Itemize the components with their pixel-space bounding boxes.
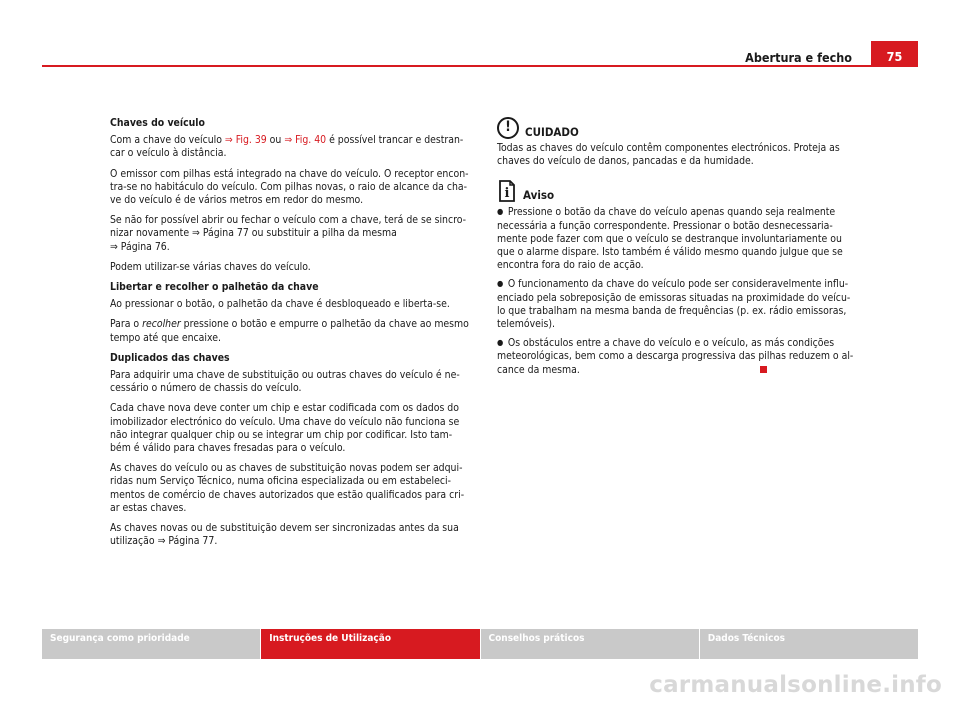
footer-tab[interactable]: Instruções de Utilização [261, 629, 479, 659]
text-line: não integrar qualquer chip ou se integrar um chip por codificar. Isto tam- [110, 428, 453, 441]
paragraph [110, 369, 470, 395]
text-line: nizar novamente ⇒ Página 77 ou substituir a pilha da mesma [110, 227, 397, 240]
text-line: enciado pela sobreposição de emissoras situadas na proximidade do veícu- [497, 291, 851, 304]
notice-list [497, 205, 863, 376]
bullet-icon: ● [497, 207, 508, 217]
text-run: car o veículo à distância. [110, 147, 227, 160]
info-icon [497, 180, 517, 202]
text-run: recolher [142, 318, 181, 331]
caution-box [497, 117, 863, 168]
info-glyph: i [504, 186, 510, 202]
page-number: 75 [871, 41, 918, 67]
left-column [110, 117, 470, 555]
text-line: O funcionamento da chave do veículo pode ser consideravelmente influ- [507, 278, 849, 291]
text-line: O emissor com pilhas está integrado na chave do veículo. O receptor encon- [110, 167, 469, 180]
text-line: As chaves do veículo ou as chaves de substituição novas podem ser adqui- [110, 462, 463, 475]
text-line: cessário o número de chassis do veículo. [110, 382, 302, 395]
text-line: ve do veículo é de vários metros em redor do mesmo. [110, 194, 364, 207]
text-line: Para adquirir uma chave de substituição ou outras chaves do veículo é ne- [110, 369, 460, 382]
text-line: lo que trabalham na mesma banda de frequências (p. ex. rádio emissoras, [497, 304, 847, 317]
section-title: Abertura e fecho [745, 50, 852, 65]
footer-tab[interactable]: Dados Técnicos [700, 629, 918, 659]
caution-title: CUIDADO [525, 125, 579, 139]
text-line: mentos de comércio de chaves autorizados que estão qualificados para cri- [110, 488, 465, 501]
text-line: utilização ⇒ Página 77. [110, 535, 218, 548]
text-line: Todas as chaves do veículo contêm componentes electrónicos. Proteja as [497, 142, 840, 154]
section-heading: Libertar e recolher o palhetão da chave [110, 281, 319, 294]
notice-box [497, 180, 863, 376]
text-line: As chaves novas ou de substituição devem ser sincronizadas antes da sua [110, 522, 459, 535]
text-line: bém é válido para chaves fresadas para o veículo. [110, 442, 346, 455]
text-run: tempo até que encaixe. [110, 331, 221, 344]
paragraph [110, 318, 470, 344]
text-run: ou [266, 134, 285, 147]
notice-bullet [497, 205, 863, 272]
section-heading: Chaves do veículo [110, 117, 205, 129]
paragraph [110, 298, 470, 311]
text-line: telemóveis). [497, 318, 555, 331]
text-line: tra-se no habitáculo do veículo. Com pilhas novas, o raio de alcance da cha- [110, 180, 468, 193]
bullet-icon: ● [497, 338, 508, 348]
figure-link[interactable]: ⇒ Fig. 40 [284, 134, 327, 147]
right-column [497, 117, 863, 382]
text-run: Para o [110, 318, 143, 331]
section-heading: Duplicados das chaves [110, 351, 230, 364]
text-line: Pressione o botão da chave do veículo apenas quando seja realmente [507, 206, 836, 219]
paragraph [110, 214, 470, 254]
text-line: necessária a função correspondente. Pressionar o botão desnecessaria- [497, 219, 833, 232]
paragraph [110, 522, 470, 548]
text-line: imobilizador electrónico do veículo. Uma chave do veículo não funciona se [110, 415, 460, 428]
notice-title: Aviso [523, 188, 555, 203]
caution-icon: ! [497, 117, 519, 139]
footer-nav [42, 629, 918, 659]
paragraph [110, 261, 470, 274]
text-line: Cada chave nova deve conter um chip e estar codificada com os dados do [110, 402, 459, 415]
end-marker [760, 366, 767, 373]
text-run: é possível trancar e destran- [326, 134, 464, 147]
text-line: ridas num Serviço Técnico, numa oficina especializada ou em estabeleci- [110, 475, 451, 488]
text-line: meteorológicas, bem como a descarga progressiva das pilhas reduzem o al- [497, 350, 854, 363]
text-run: Com a chave do veículo [110, 134, 225, 147]
text-line: Ao pressionar o botão, o palhetão da chave é desbloqueado e liberta-se. [110, 298, 450, 311]
text-line: Podem utilizar-se várias chaves do veículo. [110, 260, 311, 273]
text-line: Se não for possível abrir ou fechar o veículo com a chave, terá de se sincro- [110, 214, 467, 227]
text-line: cance da mesma. [497, 363, 580, 376]
text-line: Os obstáculos entre a chave do veículo e o veículo, as más condições [507, 337, 835, 350]
notice-bullet [497, 277, 863, 331]
paragraph [110, 134, 470, 160]
caution-text [497, 142, 863, 168]
notice-bullet [497, 336, 863, 377]
header-divider [42, 65, 918, 67]
text-run: pressione o botão e empurre o palhetão da chave ao mesmo [180, 318, 469, 331]
footer-tab[interactable]: Segurança como prioridade [42, 629, 260, 659]
paragraph [110, 402, 470, 455]
text-line: ⇒ Página 76. [110, 240, 170, 253]
figure-link[interactable]: ⇒ Fig. 39 [224, 134, 267, 147]
text-line: ar estas chaves. [110, 501, 187, 514]
text-line: encontra fora do raio de acção. [497, 259, 644, 272]
footer-tab[interactable]: Conselhos práticos [481, 629, 699, 659]
text-line: chaves do veículo de danos, pancadas e da humidade. [497, 155, 754, 168]
watermark-text: carmanualsonline.info [649, 672, 942, 698]
text-line: que o alarme dispare. Isto também é válido mesmo quando julgue que se [497, 246, 843, 259]
bullet-icon: ● [497, 279, 508, 289]
text-line: mente pode fazer com que o veículo se destranque involuntariamente ou [497, 232, 842, 245]
paragraph [110, 462, 470, 515]
paragraph [110, 168, 470, 208]
